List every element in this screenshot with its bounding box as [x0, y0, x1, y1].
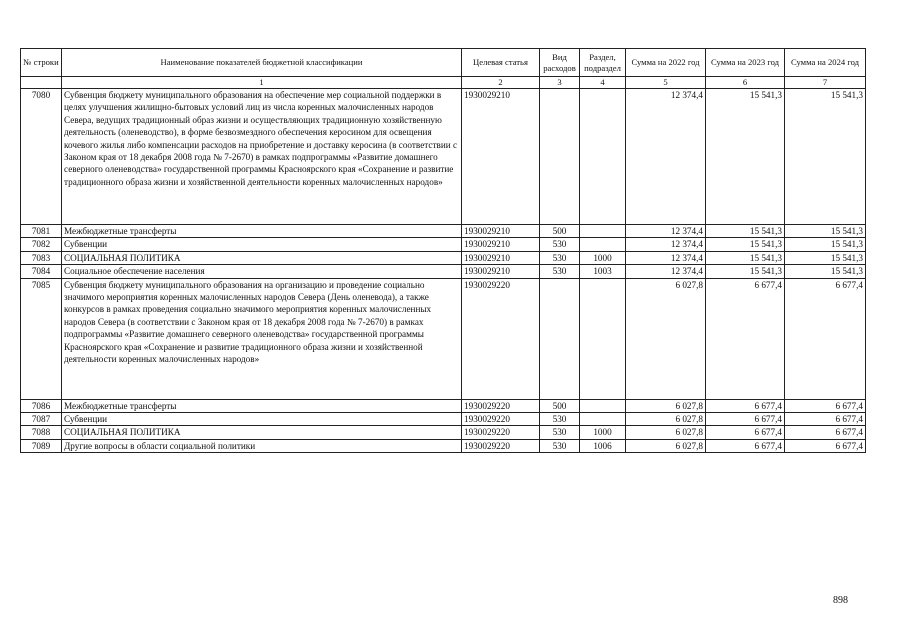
sum-2023: 15 541,3	[706, 265, 785, 278]
sum-2022: 12 374,4	[626, 265, 706, 278]
header-sum-2024: Сумма на 2024 год	[785, 49, 866, 77]
sum-2022: 12 374,4	[626, 238, 706, 251]
section	[580, 413, 626, 426]
column-number: 7	[785, 77, 866, 89]
column-number: 4	[580, 77, 626, 89]
indicator-name: Субвенции	[62, 238, 462, 251]
table-row	[21, 399, 866, 412]
section	[580, 238, 626, 251]
target-article: 1930029220	[462, 413, 540, 426]
table-row	[21, 89, 866, 225]
sum-2024: 15 541,3	[785, 89, 866, 225]
expense-type: 530	[540, 426, 580, 439]
section	[580, 89, 626, 225]
target-article: 1930029210	[462, 238, 540, 251]
row-number: 7082	[21, 238, 62, 251]
table-header-row	[21, 49, 866, 77]
column-number-row	[21, 77, 866, 89]
target-article: 1930029210	[462, 89, 540, 225]
sum-2022: 12 374,4	[626, 225, 706, 238]
column-number: 6	[706, 77, 785, 89]
expense-type: 530	[540, 265, 580, 278]
header-row-number: № строки	[21, 49, 62, 77]
row-number: 7088	[21, 426, 62, 439]
sum-2022: 6 027,8	[626, 439, 706, 452]
table-row	[21, 439, 866, 452]
section: 1003	[580, 265, 626, 278]
sum-2022: 6 027,8	[626, 278, 706, 399]
sum-2022: 6 027,8	[626, 413, 706, 426]
sum-2023: 6 677,4	[706, 413, 785, 426]
indicator-name: Социальное обеспечение населения	[62, 265, 462, 278]
sum-2022: 6 027,8	[626, 426, 706, 439]
indicator-name: Межбюджетные трансферты	[62, 225, 462, 238]
target-article: 1930029220	[462, 399, 540, 412]
table-row	[21, 251, 866, 264]
sum-2024: 15 541,3	[785, 238, 866, 251]
sum-2023: 15 541,3	[706, 89, 785, 225]
column-number	[21, 77, 62, 89]
column-number: 1	[62, 77, 462, 89]
expense-type	[540, 278, 580, 399]
row-number: 7083	[21, 251, 62, 264]
table-row	[21, 426, 866, 439]
indicator-name: СОЦИАЛЬНАЯ ПОЛИТИКА	[62, 251, 462, 264]
indicator-name: СОЦИАЛЬНАЯ ПОЛИТИКА	[62, 426, 462, 439]
table-row	[21, 413, 866, 426]
sum-2023: 15 541,3	[706, 225, 785, 238]
section	[580, 225, 626, 238]
table-row	[21, 265, 866, 278]
row-number: 7080	[21, 89, 62, 225]
column-number: 2	[462, 77, 540, 89]
expense-type: 530	[540, 439, 580, 452]
sum-2022: 12 374,4	[626, 89, 706, 225]
target-article: 1930029210	[462, 251, 540, 264]
sum-2024: 15 541,3	[785, 225, 866, 238]
indicator-name: Субвенция бюджету муниципального образования на обеспечение мер социальной поддержки в целях улучшения жилищно-бытовых условий лиц из числа коренных малочисленных народов Севера, ведущих традиционный образ жизни и осуществляющих традиционную хозяйственную деятельность (оленеводство), в форме безвозмездного обеспечения керосином для освещения кочевого жилья либо компенсации расходов на приобретение и доставку керосина (в соответствии с Законом края от 18 декабря 2008 года № 7-2670) в рамках подпрограммы «Развитие домашнего северного оленеводства» государственной программы Красноярского края «Сохранение и развитие традиционного образа жизни и хозяйственной деятельности коренных малочисленных народов»	[62, 89, 462, 225]
column-number: 3	[540, 77, 580, 89]
sum-2022: 6 027,8	[626, 399, 706, 412]
row-number: 7086	[21, 399, 62, 412]
expense-type: 530	[540, 251, 580, 264]
sum-2023: 15 541,3	[706, 251, 785, 264]
sum-2024: 6 677,4	[785, 439, 866, 452]
expense-type: 500	[540, 225, 580, 238]
section: 1000	[580, 426, 626, 439]
row-number: 7081	[21, 225, 62, 238]
target-article: 1930029220	[462, 278, 540, 399]
sum-2024: 6 677,4	[785, 278, 866, 399]
row-number: 7085	[21, 278, 62, 399]
header-sum-2023: Сумма на 2023 год	[706, 49, 785, 77]
indicator-name: Субвенция бюджету муниципального образования на организацию и проведение социально значимого мероприятия коренных малочисленных народов Севера (День оленевода), а также конкурсов в рамках проведения социально значимого мероприятия коренных малочисленных народов Севера (в соответствии с Законом края от 18 декабря 2008 года № 7-2670) в рамках подпрограммы «Развитие домашнего северного оленеводства» государственной программы Красноярского края «Сохранение и развитие традиционного образа жизни и хозяйственной деятельности коренных малочисленных народов»	[62, 278, 462, 399]
sum-2024: 15 541,3	[785, 251, 866, 264]
target-article: 1930029210	[462, 225, 540, 238]
table-row	[21, 225, 866, 238]
indicator-name: Другие вопросы в области социальной политики	[62, 439, 462, 452]
sum-2024: 6 677,4	[785, 426, 866, 439]
row-number: 7084	[21, 265, 62, 278]
expense-type: 530	[540, 413, 580, 426]
row-number: 7089	[21, 439, 62, 452]
header-section: Раздел, подраздел	[580, 49, 626, 77]
sum-2022: 12 374,4	[626, 251, 706, 264]
header-indicator-name: Наименование показателей бюджетной классификации	[62, 49, 462, 77]
header-target-article: Целевая статья	[462, 49, 540, 77]
table-row	[21, 278, 866, 399]
sum-2023: 6 677,4	[706, 426, 785, 439]
page-number: 898	[833, 595, 848, 606]
indicator-name: Субвенции	[62, 413, 462, 426]
table-row	[21, 238, 866, 251]
sum-2024: 6 677,4	[785, 413, 866, 426]
section: 1006	[580, 439, 626, 452]
target-article: 1930029220	[462, 426, 540, 439]
section	[580, 399, 626, 412]
section: 1000	[580, 251, 626, 264]
sum-2024: 6 677,4	[785, 399, 866, 412]
sum-2023: 6 677,4	[706, 439, 785, 452]
sum-2023: 6 677,4	[706, 278, 785, 399]
sum-2023: 6 677,4	[706, 399, 785, 412]
sum-2023: 15 541,3	[706, 238, 785, 251]
expense-type: 500	[540, 399, 580, 412]
target-article: 1930029210	[462, 265, 540, 278]
section	[580, 278, 626, 399]
sum-2024: 15 541,3	[785, 265, 866, 278]
header-sum-2022: Сумма на 2022 год	[626, 49, 706, 77]
header-expense-type: Вид расходов	[540, 49, 580, 77]
expense-type: 530	[540, 238, 580, 251]
column-number: 5	[626, 77, 706, 89]
target-article: 1930029220	[462, 439, 540, 452]
expense-type	[540, 89, 580, 225]
row-number: 7087	[21, 413, 62, 426]
indicator-name: Межбюджетные трансферты	[62, 399, 462, 412]
budget-table	[20, 48, 866, 453]
